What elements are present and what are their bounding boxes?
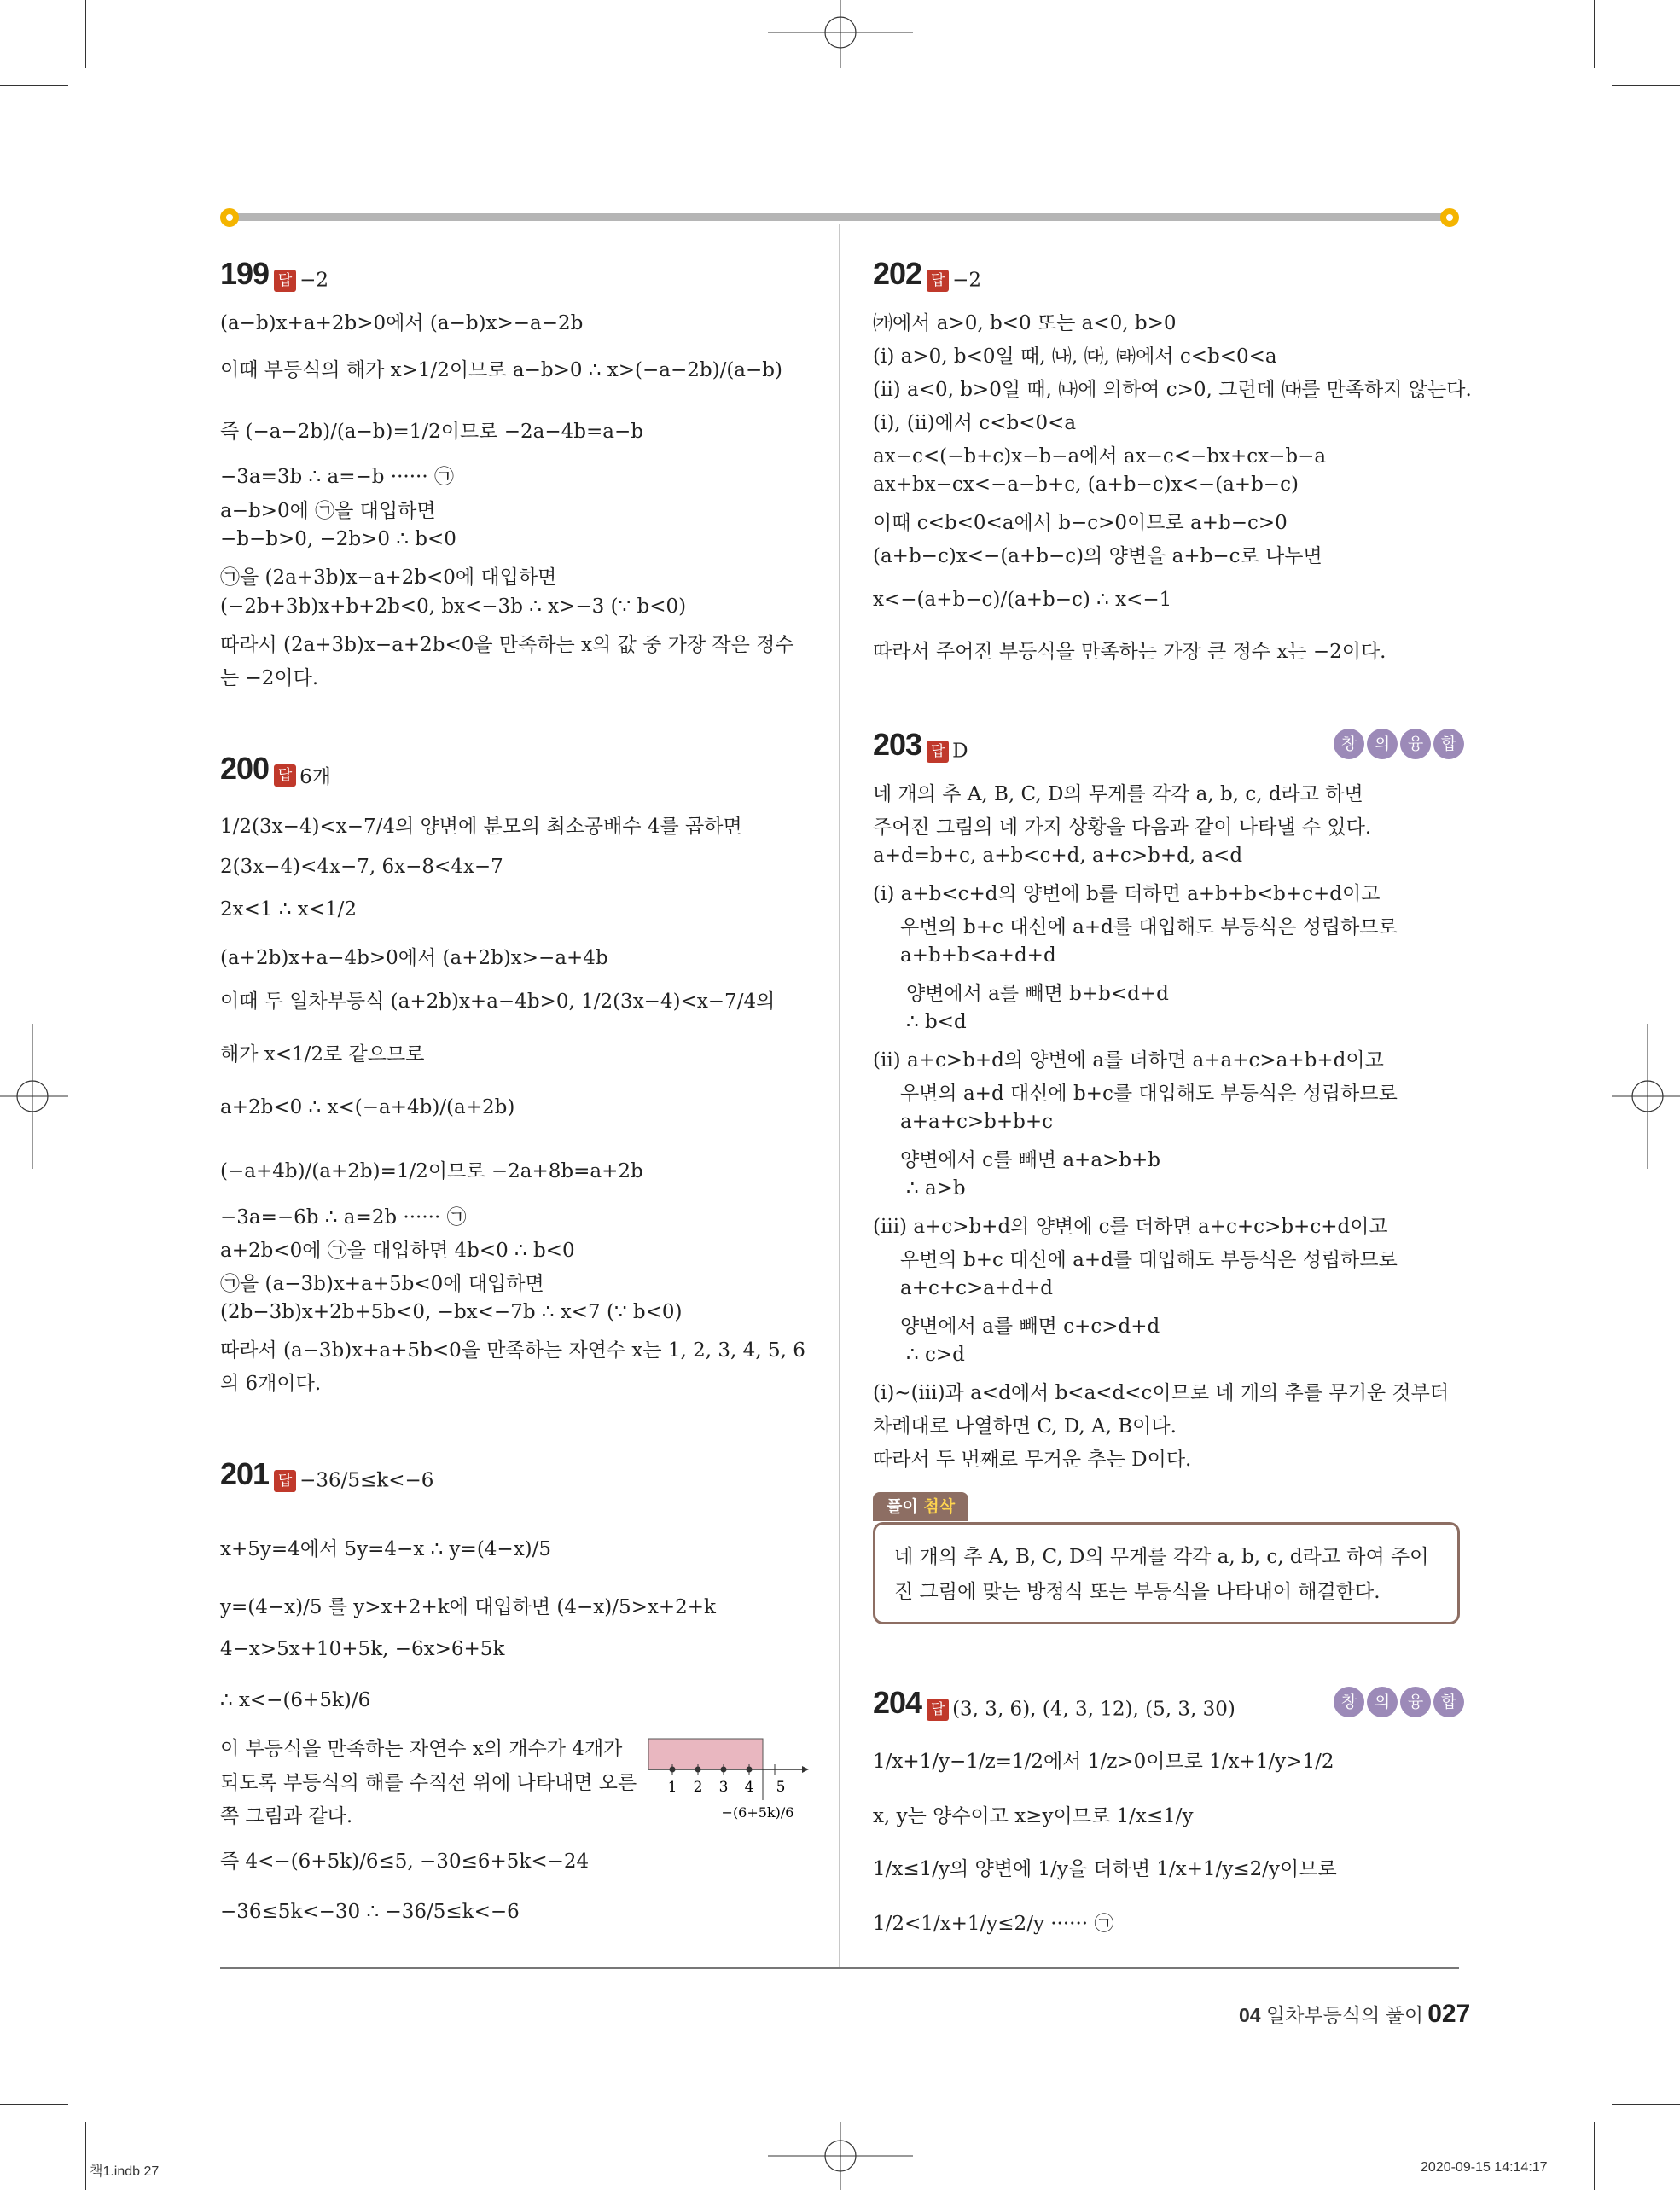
header-dot-right	[1440, 208, 1459, 227]
answer-text: 6개	[299, 766, 331, 788]
solution-line: 1/2<1/x+1/y≤2/y ······ ㉠	[873, 1913, 1114, 1935]
solution-line: (ⅱ) a+c>b+d의 양변에 a를 더하면 a+a+c>a+b+d이고	[873, 1049, 1384, 1072]
number-line-figure	[648, 1732, 811, 1834]
solution-line: a+c+c>a+d+d	[900, 1277, 1053, 1299]
answer-text: −2	[952, 269, 981, 292]
answer-icon: 답	[927, 270, 949, 292]
solution-line: 이때 부등식의 해가 x>1/2이므로 a−b>0 ∴ x>(−a−2b)/(a−b)	[220, 359, 782, 381]
registration-mark-right	[1612, 1024, 1680, 1169]
answer-icon: 답	[274, 764, 296, 787]
badge-char: 의	[1367, 729, 1398, 759]
footer-rule	[220, 1967, 1459, 1969]
solution-line: 따라서 (2a+3b)x−a+2b<0을 만족하는 x의 값 중 가장 작은 정수	[220, 634, 794, 656]
solution-line: x<−(a+b−c)/(a+b−c) ∴ x<−1	[873, 589, 1172, 611]
solution-line: 쪽 그림과 같다.	[220, 1805, 353, 1827]
solution-line: 의 6개이다.	[220, 1373, 322, 1395]
answer-text: −36/5≤k<−6	[299, 1469, 434, 1492]
solution-line: (ⅲ) a+c>b+d의 양변에 c를 더하면 a+c+c>b+c+d이고	[873, 1216, 1388, 1238]
solution-line: 양변에서 a를 빼면 b+b<d+d	[906, 983, 1169, 1005]
solution-line: 양변에서 c를 빼면 a+a>b+b	[900, 1149, 1161, 1171]
solution-line: ㈎에서 a>0, b<0 또는 a<0, b>0	[873, 312, 1177, 334]
problem-number: 200	[220, 751, 270, 786]
solution-line: (a+2b)x+a−4b>0에서 (a+2b)x>−a+4b	[220, 947, 608, 969]
arrow-icon	[802, 1766, 809, 1773]
registration-mark-left	[0, 1024, 68, 1169]
crop-mark	[0, 85, 68, 86]
answer-text: D	[952, 740, 968, 763]
running-footer	[1239, 2000, 1470, 2029]
badge-char: 창	[1334, 729, 1364, 759]
tick-label: 3	[718, 1779, 729, 1796]
solution-line: 따라서 주어진 부등식을 만족하는 가장 큰 정수 x는 −2이다.	[873, 641, 1386, 663]
solution-line: (a+b−c)x<−(a+b−c)의 양변을 a+b−c로 나누면	[873, 545, 1322, 567]
answer-text: (3, 3, 6), (4, 3, 12), (5, 3, 30)	[952, 1698, 1235, 1721]
tip-tab-label-highlight: 첨삭	[923, 1497, 956, 1516]
solution-line: a+a+c>b+b+c	[900, 1111, 1053, 1133]
header-rule	[229, 213, 1451, 221]
solution-line: ax−c<(−b+c)x−b−a에서 ax−c<−bx+cx−b−a	[873, 445, 1327, 468]
page-number: 027	[1427, 2000, 1471, 2028]
badge-char: 융	[1400, 1687, 1431, 1717]
solution-line: 이때 두 일차부등식 (a+2b)x+a−4b>0, 1/2(3x−4)<x−7/4의	[220, 990, 776, 1013]
solution-line: (ⅰ)~(ⅲ)과 a<d에서 b<a<d<c이므로 네 개의 추를 무거운 것부터	[873, 1382, 1450, 1404]
tick-label: 5	[776, 1779, 786, 1796]
solution-line: (ⅰ) a+b<c+d의 양변에 b를 더하면 a+b+b<b+c+d이고	[873, 883, 1381, 905]
solution-line: 2(3x−4)<4x−7, 6x−8<4x−7	[220, 856, 503, 878]
problem-number: 201	[220, 1456, 270, 1491]
solution-line: 주어진 그림의 네 가지 상황을 다음과 같이 나타낼 수 있다.	[873, 816, 1372, 839]
solution-line: (2b−3b)x+2b+5b<0, −bx<−7b ∴ x<7 (∵ b<0)	[220, 1301, 683, 1323]
solution-line: 양변에서 a를 빼면 c+c>d+d	[900, 1316, 1160, 1338]
solution-line: 네 개의 추 A, B, C, D의 무게를 각각 a, b, c, d라고 하면	[873, 783, 1363, 805]
solution-line: (ⅰ) a>0, b<0일 때, ㈏, ㈐, ㈑에서 c<b<0<a	[873, 346, 1277, 368]
problem-number: 203	[873, 727, 922, 762]
crop-mark	[1612, 85, 1680, 86]
solution-line: a+b+b<a+d+d	[900, 944, 1056, 967]
file-name: 책1.indb 27	[90, 2164, 160, 2179]
solution-line: 따라서 (a−3b)x+a+5b<0을 만족하는 자연수 x는 1, 2, 3, 4, 5, 6	[220, 1339, 805, 1362]
solution-line: −3a=−6b ∴ a=2b ······ ㉠	[220, 1206, 467, 1229]
solution-region	[648, 1739, 763, 1769]
tick-label: 2	[693, 1779, 703, 1796]
badge-char: 창	[1334, 1687, 1364, 1717]
crop-mark	[0, 2104, 68, 2105]
solution-line: 우변의 a+d 대신에 b+c를 대입해도 부등식은 성립하므로	[900, 1083, 1398, 1105]
crop-mark	[85, 2122, 86, 2190]
solution-line: (a−b)x+a+2b>0에서 (a−b)x>−a−2b	[220, 312, 584, 334]
solution-line: −b−b>0, −2b>0 ∴ b<0	[220, 528, 456, 550]
solution-line: a+2b<0 ∴ x<(−a+4b)/(a+2b)	[220, 1096, 515, 1118]
answer-icon: 답	[274, 1470, 296, 1492]
registration-mark-bottom	[768, 2122, 913, 2190]
solution-line: (−2b+3b)x+b+2b<0, bx<−3b ∴ x>−3 (∵ b<0)	[220, 595, 687, 618]
solution-line: ㉠을 (a−3b)x+a+5b<0에 대입하면	[220, 1273, 544, 1295]
crop-mark	[1594, 0, 1595, 68]
solution-line: 이때 c<b<0<a에서 b−c>0이므로 a+b−c>0	[873, 512, 1288, 534]
solution-line: 되도록 부등식의 해를 수직선 위에 나타내면 오른	[220, 1772, 637, 1794]
section-number: 04	[1239, 2004, 1261, 2026]
crop-mark	[1612, 2104, 1680, 2105]
solution-line: 해가 x<1/2로 같으므로	[220, 1043, 425, 1066]
registration-mark-top	[768, 0, 913, 68]
solution-line: 2x<1 ∴ x<1/2	[220, 898, 358, 921]
solution-line: a+d=b+c, a+b<c+d, a+c>b+d, a<d	[873, 845, 1243, 867]
solution-line: 우변의 b+c 대신에 a+d를 대입해도 부등식은 성립하므로	[900, 1249, 1398, 1271]
crop-mark	[85, 0, 86, 68]
solution-line: ㉠을 (2a+3b)x−a+2b<0에 대입하면	[220, 566, 557, 589]
problem-number: 202	[873, 256, 922, 291]
solution-line: ∴ x<−(6+5k)/6	[220, 1689, 371, 1711]
solution-line: x+5y=4에서 5y=4−x ∴ y=(4−x)/5	[220, 1538, 552, 1560]
solution-line: 는 −2이다.	[220, 667, 319, 689]
tip-line: 네 개의 추 A, B, C, D의 무게를 각각 a, b, c, d라고 하여 주어	[894, 1546, 1429, 1568]
solution-line: ∴ b<d	[906, 1011, 967, 1033]
badge-char: 융	[1400, 729, 1431, 759]
solution-line: 4−x>5x+10+5k, −6x>6+5k	[220, 1638, 505, 1660]
print-timestamp: 2020-09-15 14:14:17	[1421, 2160, 1548, 2175]
badge-char: 합	[1433, 1687, 1464, 1717]
solution-line: −3a=3b ∴ a=−b ······ ㉠	[220, 466, 454, 488]
tip-tab	[873, 1492, 968, 1521]
answer-icon: 답	[274, 270, 296, 292]
creative-fusion-badge	[1334, 729, 1464, 759]
problem-202-header	[873, 256, 981, 292]
column-divider	[839, 224, 840, 1968]
solution-line: ∴ c>d	[906, 1344, 965, 1366]
problem-201-header	[220, 1456, 433, 1492]
solution-line: y=(4−x)/5 를 y>x+2+k에 대입하면 (4−x)/5>x+2+k	[220, 1596, 716, 1618]
problem-203-header	[873, 727, 968, 763]
solution-line: 1/x+1/y−1/z=1/2에서 1/z>0이므로 1/x+1/y>1/2	[873, 1751, 1334, 1773]
tip-tab-label: 풀이	[887, 1497, 918, 1516]
badge-char: 의	[1367, 1687, 1398, 1717]
solution-line: (ⅱ) a<0, b>0일 때, ㈏에 의하여 c>0, 그런데 ㈐를 만족하지 않는다.	[873, 379, 1472, 401]
solution-line: a−b>0에 ㉠을 대입하면	[220, 500, 436, 522]
solution-line: 우변의 b+c 대신에 a+d를 대입해도 부등식은 성립하므로	[900, 916, 1398, 938]
tip-box	[873, 1522, 1460, 1624]
problem-199-header	[220, 256, 328, 292]
solution-line: x, y는 양수이고 x≥y이므로 1/x≤1/y	[873, 1805, 1194, 1827]
creative-fusion-badge	[1334, 1687, 1464, 1717]
problem-200-header	[220, 751, 331, 789]
boundary-label: −(6+5k)/6	[721, 1804, 794, 1821]
problem-number: 199	[220, 256, 270, 291]
crop-mark	[1594, 2122, 1595, 2190]
solution-line: a+2b<0에 ㉠을 대입하면 4b<0 ∴ b<0	[220, 1240, 575, 1262]
badge-char: 합	[1433, 729, 1464, 759]
solution-line: (ⅰ), (ⅱ)에서 c<b<0<a	[873, 412, 1077, 434]
solution-line: 즉 (−a−2b)/(a−b)=1/2이므로 −2a−4b=a−b	[220, 421, 643, 443]
tip-line: 진 그림에 맞는 방정식 또는 부등식을 나타내어 해결한다.	[894, 1581, 1381, 1603]
solution-line: 즉 4<−(6+5k)/6≤5, −30≤6+5k<−24	[220, 1850, 590, 1873]
solution-line: ax+bx−cx<−a−b+c, (a+b−c)x<−(a+b−c)	[873, 473, 1299, 496]
answer-icon: 답	[927, 1699, 949, 1721]
header-dot-left	[220, 208, 239, 227]
section-title: 일차부등식의 풀이	[1265, 2004, 1424, 2026]
problem-number: 204	[873, 1685, 922, 1720]
solution-line: 1/x≤1/y의 양변에 1/y을 더하면 1/x+1/y≤2/y이므로	[873, 1858, 1337, 1880]
tick-label: 1	[667, 1779, 677, 1796]
solution-line: 차례대로 나열하면 C, D, A, B이다.	[873, 1415, 1177, 1438]
problem-204-header	[873, 1685, 1235, 1721]
solution-line: ∴ a>b	[906, 1177, 966, 1200]
answer-icon: 답	[927, 741, 949, 763]
solution-line: 이 부등식을 만족하는 자연수 x의 개수가 4개가	[220, 1738, 623, 1760]
solution-line: 따라서 두 번째로 무거운 추는 D이다.	[873, 1449, 1192, 1471]
answer-text: −2	[299, 269, 328, 292]
solution-line: −36≤5k<−30 ∴ −36/5≤k<−6	[220, 1901, 520, 1923]
solution-line: (−a+4b)/(a+2b)=1/2이므로 −2a+8b=a+2b	[220, 1160, 643, 1182]
solution-line: 1/2(3x−4)<x−7/4의 양변에 분모의 최소공배수 4를 곱하면	[220, 816, 742, 838]
tick-label: 4	[744, 1779, 754, 1796]
